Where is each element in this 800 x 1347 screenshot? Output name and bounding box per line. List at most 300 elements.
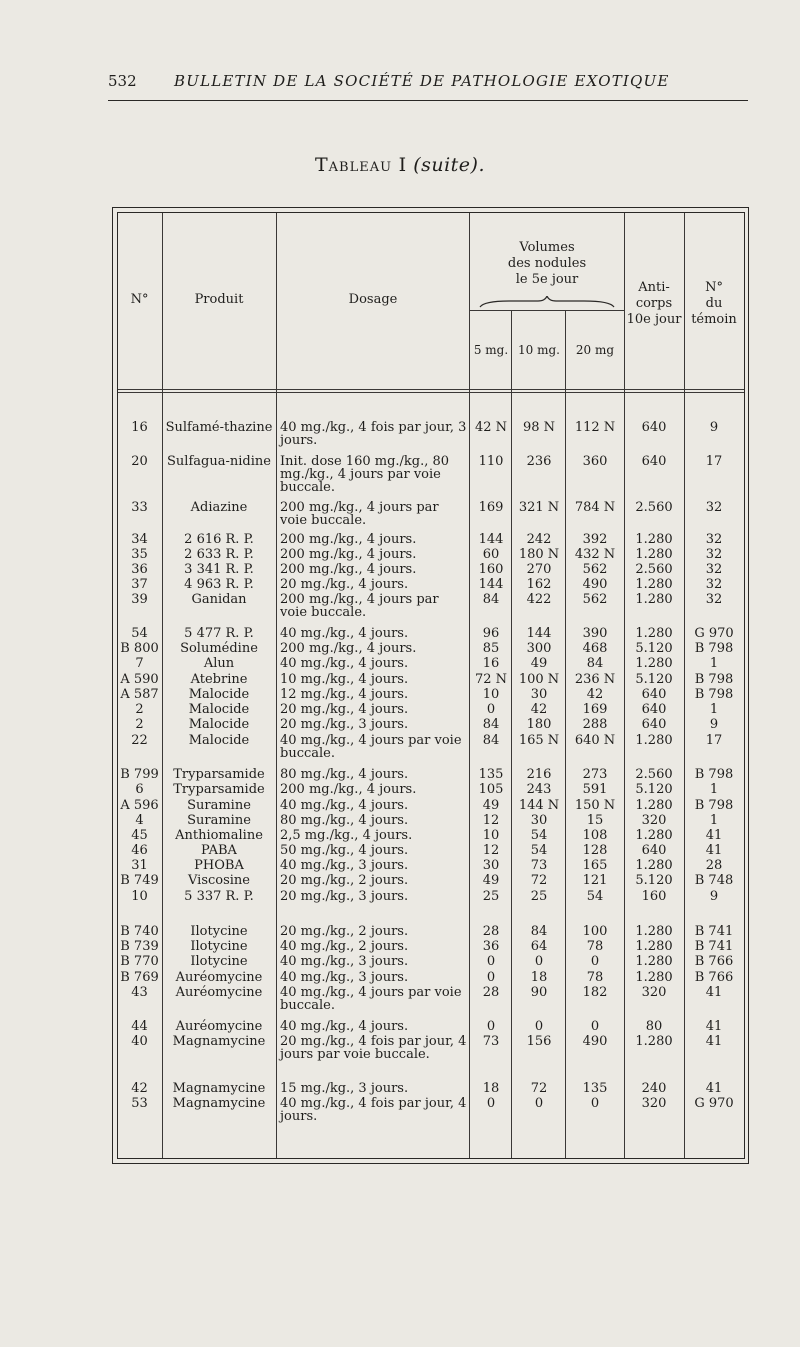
row-dosage: Init. dose 160 mg./kg., 80 mg./kg., 4 jours par voie buccale. bbox=[280, 454, 450, 495]
table-title-main: Tableau bbox=[314, 154, 393, 176]
row-anticorps: 5.120 bbox=[635, 782, 673, 797]
table-title-numeral: I bbox=[398, 154, 407, 176]
row-temoin: 41 bbox=[705, 1034, 723, 1049]
row-temoin: B 741 bbox=[694, 924, 734, 939]
row-volume-10mg: 98 N bbox=[522, 420, 556, 435]
header-bottom-rule-1 bbox=[118, 389, 744, 390]
row-volume-5mg: 96 bbox=[482, 626, 500, 641]
row-dosage: 40 mg./kg., 3 jours. bbox=[280, 858, 409, 873]
header-rule bbox=[108, 100, 748, 101]
row-produit: Alun bbox=[203, 656, 235, 671]
row-anticorps: 1.280 bbox=[635, 656, 673, 671]
row-volume-5mg: 10 bbox=[482, 687, 500, 702]
row-volume-20mg: 108 bbox=[582, 828, 608, 843]
row-volume-10mg: 422 bbox=[526, 592, 552, 607]
row-number: 42 bbox=[131, 1081, 148, 1096]
row-produit: Suramine bbox=[187, 813, 251, 828]
row-produit: Ilotycine bbox=[190, 939, 248, 954]
row-anticorps: 240 bbox=[641, 1081, 667, 1096]
row-temoin: 1 bbox=[709, 813, 719, 828]
row-dosage: 15 mg./kg., 3 jours. bbox=[280, 1081, 409, 1096]
row-dosage: 40 mg./kg., 4 jours. bbox=[280, 656, 409, 671]
row-volume-5mg: 135 bbox=[478, 767, 504, 782]
row-volume-5mg: 28 bbox=[482, 985, 500, 1000]
row-volume-5mg: 60 bbox=[482, 547, 500, 562]
row-anticorps: 5.120 bbox=[635, 873, 673, 888]
row-number: B 799 bbox=[120, 767, 159, 782]
header-bottom-rule-2 bbox=[118, 392, 744, 393]
row-dosage: 40 mg./kg., 4 jours. bbox=[280, 1019, 409, 1034]
row-produit: Sulfagua-nidine bbox=[167, 454, 271, 469]
row-volume-10mg: 243 bbox=[526, 782, 552, 797]
col-header-produit: Produit bbox=[194, 292, 244, 307]
row-number: 7 bbox=[135, 656, 144, 671]
row-volume-10mg: 84 bbox=[530, 924, 548, 939]
row-anticorps: 1.280 bbox=[635, 577, 673, 592]
col-header-dosage: Dosage bbox=[348, 292, 398, 307]
row-volume-20mg: 432 N bbox=[574, 547, 616, 562]
row-produit: Ilotycine bbox=[190, 924, 248, 939]
row-volume-5mg: 0 bbox=[486, 1019, 496, 1034]
page-number: 532 bbox=[108, 72, 137, 90]
row-volume-5mg: 30 bbox=[482, 858, 500, 873]
row-volume-5mg: 72 N bbox=[474, 672, 508, 687]
row-number: 31 bbox=[131, 858, 148, 873]
row-volume-20mg: 0 bbox=[590, 1096, 600, 1111]
row-volume-20mg: 84 bbox=[586, 656, 604, 671]
row-produit: Atebrine bbox=[190, 672, 248, 687]
row-dosage: 50 mg./kg., 4 jours. bbox=[280, 843, 409, 858]
row-dosage: 200 mg./kg., 4 jours. bbox=[280, 547, 417, 562]
row-temoin: 32 bbox=[705, 547, 723, 562]
row-volume-5mg: 10 bbox=[482, 828, 500, 843]
row-number: 36 bbox=[131, 562, 148, 577]
row-anticorps: 2.560 bbox=[635, 562, 673, 577]
row-volume-10mg: 49 bbox=[530, 656, 548, 671]
row-volume-10mg: 144 N bbox=[518, 798, 560, 813]
row-produit: 2 633 R. P. bbox=[184, 547, 254, 562]
row-temoin: 41 bbox=[705, 828, 723, 843]
row-temoin: 41 bbox=[705, 985, 723, 1000]
row-volume-5mg: 12 bbox=[482, 813, 500, 828]
row-produit: Malocide bbox=[188, 733, 250, 748]
row-dosage: 200 mg./kg., 4 jours. bbox=[280, 641, 417, 656]
row-volume-20mg: 150 N bbox=[574, 798, 616, 813]
row-produit: 4 963 R. P. bbox=[184, 577, 254, 592]
row-volume-20mg: 273 bbox=[582, 767, 608, 782]
row-volume-10mg: 216 bbox=[526, 767, 552, 782]
anti-line-1: Anti- bbox=[638, 280, 670, 295]
row-volume-20mg: 128 bbox=[582, 843, 608, 858]
row-number: A 587 bbox=[120, 687, 159, 702]
row-volume-5mg: 49 bbox=[482, 873, 500, 888]
row-number: 34 bbox=[131, 532, 148, 547]
row-dosage: 20 mg./kg., 4 jours. bbox=[280, 702, 409, 717]
table-title bbox=[0, 154, 800, 176]
col-header-v20: 20 mg bbox=[575, 343, 615, 357]
row-number: 45 bbox=[131, 828, 148, 843]
row-dosage: 20 mg./kg., 3 jours. bbox=[280, 889, 409, 904]
row-volume-20mg: 42 bbox=[586, 687, 604, 702]
row-produit: Magnamycine bbox=[172, 1081, 266, 1096]
row-produit: Auréomycine bbox=[175, 970, 263, 985]
row-dosage: 20 mg./kg., 3 jours. bbox=[280, 717, 409, 732]
row-volume-10mg: 0 bbox=[534, 1019, 544, 1034]
volumes-line-1: Volumes bbox=[519, 240, 575, 255]
volumes-sub-rule bbox=[470, 310, 624, 311]
row-temoin: 32 bbox=[705, 592, 723, 607]
row-volume-10mg: 242 bbox=[526, 532, 552, 547]
row-temoin: 1 bbox=[709, 782, 719, 797]
row-dosage: 20 mg./kg., 4 fois par jour, 4 jours par voie buccale. bbox=[280, 1034, 467, 1062]
row-dosage: 40 mg./kg., 4 jours par voie buccale. bbox=[280, 733, 462, 761]
row-dosage: 40 mg./kg., 4 jours par voie buccale. bbox=[280, 985, 462, 1013]
row-anticorps: 1.280 bbox=[635, 954, 673, 969]
row-produit: Auréomycine bbox=[175, 1019, 263, 1034]
row-dosage: 20 mg./kg., 4 jours. bbox=[280, 577, 409, 592]
row-volume-10mg: 236 bbox=[526, 454, 552, 469]
row-volume-5mg: 84 bbox=[482, 733, 500, 748]
row-temoin: 41 bbox=[705, 843, 723, 858]
row-volume-20mg: 165 bbox=[582, 858, 608, 873]
row-temoin: 41 bbox=[705, 1081, 723, 1096]
row-volume-20mg: 562 bbox=[582, 562, 608, 577]
row-anticorps: 2.560 bbox=[635, 500, 673, 515]
row-anticorps: 640 bbox=[641, 843, 667, 858]
row-number: A 590 bbox=[120, 672, 159, 687]
row-volume-5mg: 110 bbox=[478, 454, 504, 469]
row-number: B 749 bbox=[120, 873, 159, 888]
journal-title: BULLETIN DE LA SOCIÉTÉ DE PATHOLOGIE EXOTIQUE bbox=[174, 72, 670, 90]
row-volume-5mg: 169 bbox=[478, 500, 504, 515]
row-produit: Anthiomaline bbox=[175, 828, 263, 843]
row-number: 43 bbox=[131, 985, 148, 1000]
row-dosage: 200 mg./kg., 4 jours par voie buccale. bbox=[280, 592, 439, 620]
row-volume-10mg: 30 bbox=[530, 813, 548, 828]
row-volume-5mg: 36 bbox=[482, 939, 500, 954]
row-anticorps: 2.560 bbox=[635, 767, 673, 782]
row-temoin: G 970 bbox=[694, 1096, 734, 1111]
row-volume-20mg: 236 N bbox=[574, 672, 616, 687]
row-dosage: 40 mg./kg., 2 jours. bbox=[280, 939, 409, 954]
row-number: 4 bbox=[135, 813, 144, 828]
row-anticorps: 1.280 bbox=[635, 733, 673, 748]
row-dosage: 12 mg./kg., 4 jours. bbox=[280, 687, 409, 702]
row-produit: Suramine bbox=[187, 798, 251, 813]
row-anticorps: 5.120 bbox=[635, 641, 673, 656]
row-number: 6 bbox=[135, 782, 144, 797]
row-produit: Ilotycine bbox=[190, 954, 248, 969]
row-dosage: 40 mg./kg., 4 fois par jour, 4 jours. bbox=[280, 1096, 467, 1124]
row-produit: 5 477 R. P. bbox=[184, 626, 254, 641]
row-temoin: 28 bbox=[705, 858, 723, 873]
row-number: B 769 bbox=[120, 970, 159, 985]
volumes-line-2: des nodules bbox=[507, 256, 587, 271]
row-anticorps: 320 bbox=[641, 1096, 667, 1111]
row-temoin: 17 bbox=[705, 454, 723, 469]
row-dosage: 40 mg./kg., 3 jours. bbox=[280, 954, 409, 969]
row-volume-5mg: 144 bbox=[478, 532, 504, 547]
row-produit: Auréomycine bbox=[175, 985, 263, 1000]
row-produit: 5 337 R. P. bbox=[184, 889, 254, 904]
row-dosage: 200 mg./kg., 4 jours. bbox=[280, 562, 417, 577]
row-volume-10mg: 90 bbox=[530, 985, 548, 1000]
row-volume-20mg: 112 N bbox=[574, 420, 616, 435]
row-number: 10 bbox=[131, 889, 148, 904]
row-volume-20mg: 640 N bbox=[574, 733, 616, 748]
row-produit: Magnamycine bbox=[172, 1034, 266, 1049]
row-volume-20mg: 490 bbox=[582, 1034, 608, 1049]
row-volume-20mg: 288 bbox=[582, 717, 608, 732]
row-volume-10mg: 321 N bbox=[518, 500, 560, 515]
row-volume-10mg: 100 N bbox=[518, 672, 560, 687]
row-anticorps: 1.280 bbox=[635, 970, 673, 985]
col-header-volumes bbox=[470, 240, 624, 288]
row-volume-20mg: 0 bbox=[590, 1019, 600, 1034]
row-temoin: B 766 bbox=[694, 954, 734, 969]
row-temoin: B 798 bbox=[694, 672, 734, 687]
row-anticorps: 1.280 bbox=[635, 939, 673, 954]
row-volume-5mg: 0 bbox=[486, 970, 496, 985]
row-volume-20mg: 468 bbox=[582, 641, 608, 656]
row-volume-20mg: 100 bbox=[582, 924, 608, 939]
row-dosage: 10 mg./kg., 4 jours. bbox=[280, 672, 409, 687]
row-produit: Ganidan bbox=[191, 592, 247, 607]
row-produit: Tryparsamide bbox=[173, 782, 265, 797]
row-volume-10mg: 73 bbox=[530, 858, 548, 873]
row-dosage: 80 mg./kg., 4 jours. bbox=[280, 813, 409, 828]
row-produit: Viscosine bbox=[188, 873, 250, 888]
row-anticorps: 1.280 bbox=[635, 828, 673, 843]
running-header bbox=[108, 72, 748, 94]
row-anticorps: 1.280 bbox=[635, 626, 673, 641]
row-volume-10mg: 270 bbox=[526, 562, 552, 577]
row-temoin: 32 bbox=[705, 577, 723, 592]
row-number: A 596 bbox=[120, 798, 159, 813]
row-dosage: 200 mg./kg., 4 jours. bbox=[280, 532, 417, 547]
anti-line-3: 10e jour bbox=[626, 312, 682, 327]
row-temoin: 41 bbox=[705, 1019, 723, 1034]
row-volume-20mg: 390 bbox=[582, 626, 608, 641]
row-temoin: 9 bbox=[709, 889, 719, 904]
row-volume-5mg: 84 bbox=[482, 717, 500, 732]
row-volume-5mg: 85 bbox=[482, 641, 500, 656]
row-anticorps: 320 bbox=[641, 985, 667, 1000]
row-volume-10mg: 72 bbox=[530, 873, 548, 888]
row-number: B 739 bbox=[120, 939, 159, 954]
row-volume-20mg: 78 bbox=[586, 970, 604, 985]
row-number: B 740 bbox=[120, 924, 159, 939]
row-number: 2 bbox=[135, 717, 144, 732]
row-number: B 770 bbox=[120, 954, 159, 969]
row-temoin: 1 bbox=[709, 702, 719, 717]
row-produit: PHOBA bbox=[194, 858, 244, 873]
row-dosage: 20 mg./kg., 2 jours. bbox=[280, 873, 409, 888]
row-anticorps: 1.280 bbox=[635, 1034, 673, 1049]
row-temoin: 9 bbox=[709, 717, 719, 732]
row-volume-20mg: 135 bbox=[582, 1081, 608, 1096]
row-temoin: 9 bbox=[709, 420, 719, 435]
row-volume-5mg: 12 bbox=[482, 843, 500, 858]
row-number: 39 bbox=[131, 592, 148, 607]
row-temoin: 1 bbox=[709, 656, 719, 671]
row-temoin: B 748 bbox=[694, 873, 734, 888]
col-header-no: N° bbox=[130, 292, 149, 307]
row-volume-10mg: 180 N bbox=[518, 547, 560, 562]
row-anticorps: 1.280 bbox=[635, 798, 673, 813]
row-dosage: 20 mg./kg., 2 jours. bbox=[280, 924, 409, 939]
row-anticorps: 640 bbox=[641, 454, 667, 469]
row-produit: Adiazine bbox=[190, 500, 248, 515]
row-volume-5mg: 42 N bbox=[474, 420, 508, 435]
row-dosage: 200 mg./kg., 4 jours. bbox=[280, 782, 417, 797]
row-temoin: B 798 bbox=[694, 687, 734, 702]
row-produit: Tryparsamide bbox=[173, 767, 265, 782]
row-volume-10mg: 0 bbox=[534, 954, 544, 969]
row-temoin: B 798 bbox=[694, 798, 734, 813]
row-produit: PABA bbox=[201, 843, 237, 858]
row-volume-20mg: 562 bbox=[582, 592, 608, 607]
row-number: 16 bbox=[131, 420, 148, 435]
row-volume-20mg: 360 bbox=[582, 454, 608, 469]
table-title-suffix: (suite). bbox=[413, 154, 485, 176]
row-anticorps: 1.280 bbox=[635, 532, 673, 547]
anti-line-2: corps bbox=[635, 296, 673, 311]
row-volume-20mg: 591 bbox=[582, 782, 608, 797]
row-anticorps: 1.280 bbox=[635, 592, 673, 607]
row-number: 40 bbox=[131, 1034, 148, 1049]
row-temoin: B 798 bbox=[694, 641, 734, 656]
col-header-v10: 10 mg. bbox=[518, 343, 560, 357]
row-anticorps: 640 bbox=[641, 687, 667, 702]
row-volume-10mg: 54 bbox=[530, 843, 548, 858]
row-temoin: B 766 bbox=[694, 970, 734, 985]
row-volume-5mg: 0 bbox=[486, 954, 496, 969]
row-volume-10mg: 162 bbox=[526, 577, 552, 592]
temoin-line-3: témoin bbox=[691, 312, 737, 327]
row-temoin: B 798 bbox=[694, 767, 734, 782]
row-volume-20mg: 78 bbox=[586, 939, 604, 954]
row-temoin: B 741 bbox=[694, 939, 734, 954]
row-volume-20mg: 15 bbox=[586, 813, 604, 828]
row-temoin: 32 bbox=[705, 562, 723, 577]
row-temoin: 32 bbox=[705, 500, 723, 515]
row-volume-10mg: 54 bbox=[530, 828, 548, 843]
row-anticorps: 1.280 bbox=[635, 924, 673, 939]
row-volume-5mg: 18 bbox=[482, 1081, 500, 1096]
row-number: 53 bbox=[131, 1096, 148, 1111]
row-dosage: 40 mg./kg., 4 jours. bbox=[280, 798, 409, 813]
row-number: 46 bbox=[131, 843, 148, 858]
row-volume-5mg: 0 bbox=[486, 702, 496, 717]
row-produit: Solumédine bbox=[180, 641, 258, 656]
row-volume-10mg: 300 bbox=[526, 641, 552, 656]
row-produit: 3 341 R. P. bbox=[184, 562, 254, 577]
row-volume-10mg: 144 bbox=[526, 626, 552, 641]
row-volume-5mg: 28 bbox=[482, 924, 500, 939]
row-volume-20mg: 169 bbox=[582, 702, 608, 717]
row-volume-20mg: 392 bbox=[582, 532, 608, 547]
row-volume-5mg: 144 bbox=[478, 577, 504, 592]
row-volume-20mg: 121 bbox=[582, 873, 608, 888]
row-produit: Magnamycine bbox=[172, 1096, 266, 1111]
row-volume-10mg: 165 N bbox=[518, 733, 560, 748]
row-volume-5mg: 73 bbox=[482, 1034, 500, 1049]
row-volume-20mg: 54 bbox=[586, 889, 604, 904]
row-number: 2 bbox=[135, 702, 144, 717]
row-dosage: 200 mg./kg., 4 jours par voie buccale. bbox=[280, 500, 439, 528]
row-dosage: 40 mg./kg., 4 fois par jour, 3 jours. bbox=[280, 420, 467, 448]
row-anticorps: 640 bbox=[641, 702, 667, 717]
row-dosage: 2,5 mg./kg., 4 jours. bbox=[280, 828, 413, 843]
row-anticorps: 1.280 bbox=[635, 547, 673, 562]
row-volume-20mg: 490 bbox=[582, 577, 608, 592]
row-number: 33 bbox=[131, 500, 148, 515]
row-volume-5mg: 105 bbox=[478, 782, 504, 797]
row-volume-5mg: 160 bbox=[478, 562, 504, 577]
row-anticorps: 160 bbox=[641, 889, 667, 904]
row-volume-10mg: 156 bbox=[526, 1034, 552, 1049]
row-number: 22 bbox=[131, 733, 148, 748]
row-volume-10mg: 0 bbox=[534, 1096, 544, 1111]
row-volume-20mg: 182 bbox=[582, 985, 608, 1000]
temoin-line-2: du bbox=[705, 296, 723, 311]
row-produit: Malocide bbox=[188, 687, 250, 702]
row-dosage: 40 mg./kg., 3 jours. bbox=[280, 970, 409, 985]
row-temoin: 17 bbox=[705, 733, 723, 748]
row-volume-20mg: 784 N bbox=[574, 500, 616, 515]
row-temoin: 32 bbox=[705, 532, 723, 547]
row-temoin: G 970 bbox=[694, 626, 734, 641]
row-anticorps: 5.120 bbox=[635, 672, 673, 687]
volumes-line-3: le 5e jour bbox=[515, 272, 579, 287]
col-header-temoin bbox=[684, 280, 744, 328]
col-header-anti bbox=[624, 280, 684, 328]
row-volume-5mg: 16 bbox=[482, 656, 500, 671]
row-volume-5mg: 84 bbox=[482, 592, 500, 607]
row-number: 44 bbox=[131, 1019, 148, 1034]
row-number: 37 bbox=[131, 577, 148, 592]
row-volume-10mg: 180 bbox=[526, 717, 552, 732]
row-volume-10mg: 18 bbox=[530, 970, 548, 985]
row-volume-5mg: 0 bbox=[486, 1096, 496, 1111]
row-dosage: 80 mg./kg., 4 jours. bbox=[280, 767, 409, 782]
row-number: B 800 bbox=[120, 641, 159, 656]
row-volume-5mg: 49 bbox=[482, 798, 500, 813]
col-header-v5: 5 mg. bbox=[473, 343, 509, 357]
row-produit: Malocide bbox=[188, 702, 250, 717]
row-volume-10mg: 25 bbox=[530, 889, 548, 904]
row-number: 20 bbox=[131, 454, 148, 469]
temoin-line-1: N° bbox=[705, 280, 723, 295]
row-produit: 2 616 R. P. bbox=[184, 532, 254, 547]
row-volume-10mg: 30 bbox=[530, 687, 548, 702]
row-volume-10mg: 64 bbox=[530, 939, 548, 954]
row-anticorps: 640 bbox=[641, 717, 667, 732]
row-produit: Malocide bbox=[188, 717, 250, 732]
row-anticorps: 1.280 bbox=[635, 858, 673, 873]
row-volume-10mg: 42 bbox=[530, 702, 548, 717]
row-produit: Sulfamé-thazine bbox=[165, 420, 273, 435]
row-dosage: 40 mg./kg., 4 jours. bbox=[280, 626, 409, 641]
row-volume-5mg: 25 bbox=[482, 889, 500, 904]
row-anticorps: 640 bbox=[641, 420, 667, 435]
row-number: 35 bbox=[131, 547, 148, 562]
row-volume-20mg: 0 bbox=[590, 954, 600, 969]
row-volume-10mg: 72 bbox=[530, 1081, 548, 1096]
row-anticorps: 320 bbox=[641, 813, 667, 828]
row-number: 54 bbox=[131, 626, 148, 641]
